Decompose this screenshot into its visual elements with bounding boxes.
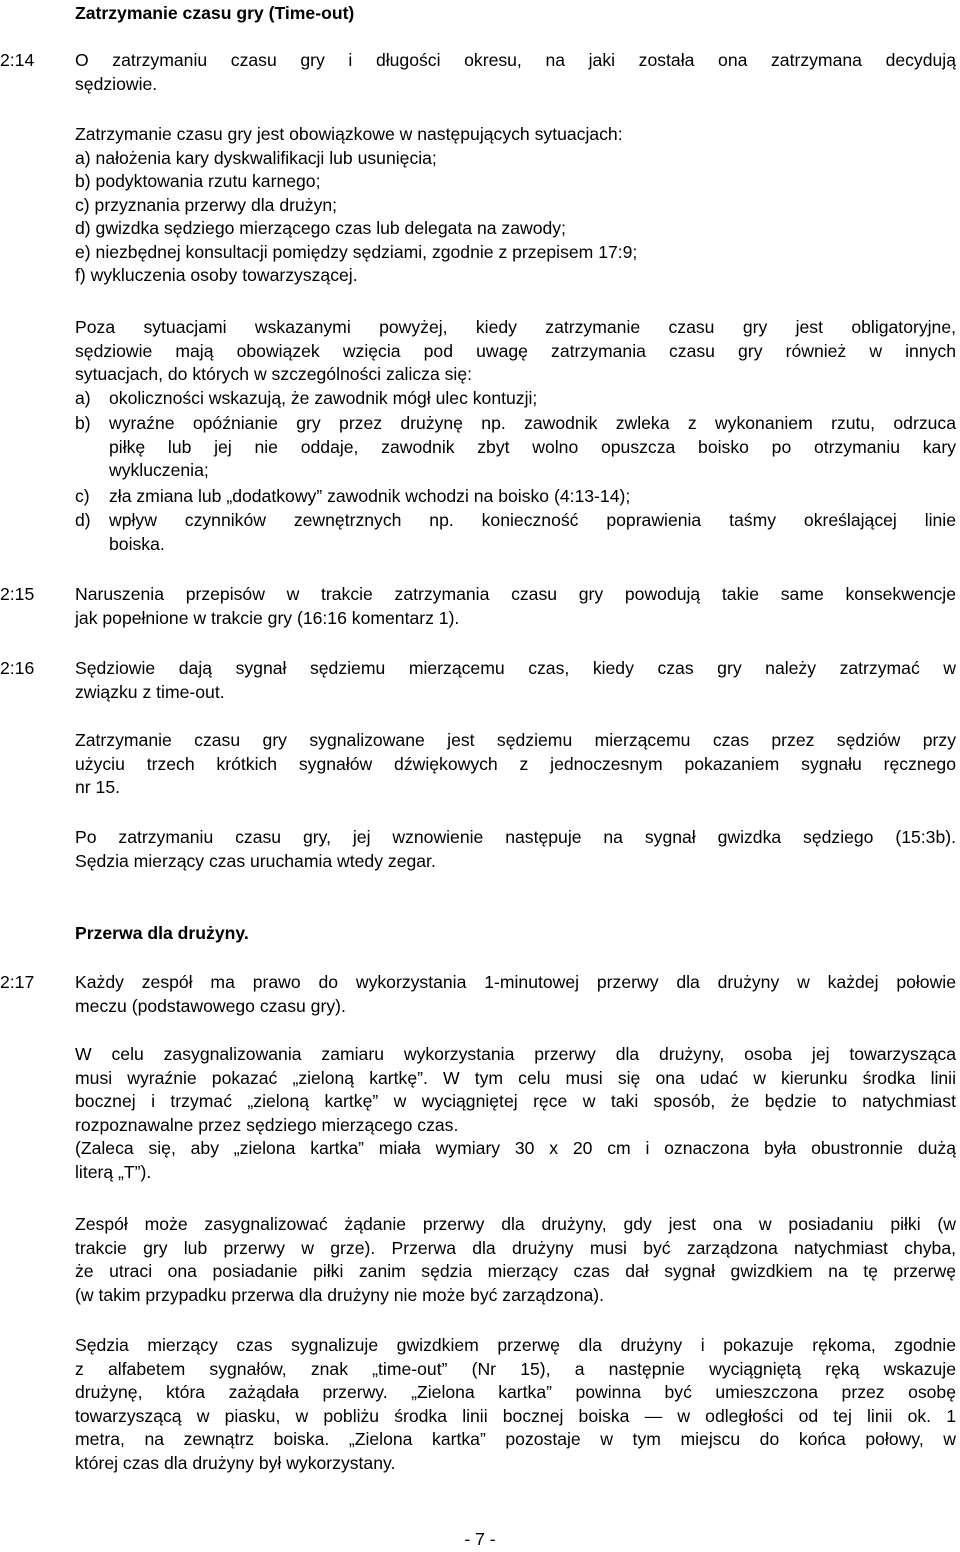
text-line: rozpoznawalne przez sędziego mierzącego czas. xyxy=(75,1114,459,1135)
section-heading-team-timeout: Przerwa dla drużyny. xyxy=(75,923,249,943)
list-label: c) xyxy=(75,486,90,506)
rule-2-16-paragraph-1 xyxy=(75,657,956,704)
text-line: bocznej i trzymać „zieloną kartkę” w wyciągniętej ręce w taki sposób, że będzie to natychmiast xyxy=(75,1091,956,1111)
text-line: sytuacjach, do których w szczególności zalicza się: xyxy=(75,364,473,384)
text-line: wyraźne opóźnianie gry przez drużynę np. zawodnik zwleka z wykonaniem rzutu, odrzuca xyxy=(109,413,956,433)
text-line: Zespół może zasygnalizować żądanie przerwy dla drużyny, gdy jest ona w posiadaniu piłki (w xyxy=(75,1214,956,1234)
text-line: sędziowie mają obowiązek wzięcia pod uwagę zatrzymania czasu gry również w innych xyxy=(75,340,956,361)
text-line: zła zmiana lub „dodatkowy” zawodnik wchodzi na boisko (4:13-14); xyxy=(109,486,631,506)
text-line: Zatrzymanie czasu gry sygnalizowane jest sędziemu mierzącemu czas przez sędziów przy xyxy=(75,730,956,750)
text-line: jak popełnione w trakcie gry (16:16 komentarz 1). xyxy=(75,607,460,628)
text-line: towarzyszącą w piasku, w pobliżu środka linii bocznej boiska — w odległości od tej linii ok. 1 xyxy=(75,1405,956,1426)
text-line: Poza sytuacjami wskazanymi powyżej, kiedy zatrzymanie czasu gry jest obligatoryjne, xyxy=(75,317,956,337)
list-text xyxy=(109,509,956,556)
rule-number-2-17: 2:17 xyxy=(0,972,35,992)
rule-number-2-15: 2:15 xyxy=(0,584,35,604)
rule-2-16-paragraph-3 xyxy=(75,826,956,873)
text-line: Po zatrzymaniu czasu gry, jej wznowienie następuje na sygnał gwizdka sędziego (15:3b). xyxy=(75,827,956,847)
text-line: musi wyraźnie pokazać „zieloną kartkę”. W tym celu musi się ona udać w kierunku środka linii xyxy=(75,1067,956,1088)
text-line: O zatrzymaniu czasu gry i długości okresu, na jaki została ona zatrzymana decydują xyxy=(75,50,956,70)
rule-2-14-paragraph-3 xyxy=(75,316,956,387)
rule-2-14-paragraph-1 xyxy=(75,49,956,96)
list-label: d) xyxy=(75,510,91,530)
text-line: z alfabetem sygnałów, znak „time-out” (Nr 15), a następnie wyciągniętą ręką wskazuje xyxy=(75,1358,956,1379)
rule-2-17-paragraph-3 xyxy=(75,1213,956,1307)
list-item: c) przyznania przerwy dla drużyn; xyxy=(75,194,338,215)
section-heading-timeout: Zatrzymanie czasu gry (Time-out) xyxy=(75,3,355,23)
rule-2-17-paragraph-2 xyxy=(75,1043,956,1184)
text-line: Naruszenia przepisów w trakcie zatrzymania czasu gry powodują takie same konsekwencje xyxy=(75,584,956,604)
list-text xyxy=(109,412,956,483)
rule-2-16-paragraph-2 xyxy=(75,729,956,800)
text-line: wykluczenia; xyxy=(109,460,209,480)
list-item: b) podyktowania rzutu karnego; xyxy=(75,171,321,191)
text-line: metra, na zewnątrz boiska. „Zielona kartka” pozostaje w tym miejscu do końca połowy, w xyxy=(75,1429,956,1449)
text-line: Sędzia mierzący czas uruchamia wtedy zegar. xyxy=(75,850,436,871)
page-number: - 7 - xyxy=(464,1529,496,1549)
rule-number-2-16: 2:16 xyxy=(0,658,35,678)
text-line: okoliczności wskazują, że zawodnik mógł ulec kontuzji; xyxy=(109,388,538,408)
list-item: f) wykluczenia osoby towarzyszącej. xyxy=(75,265,358,285)
list-item: a) nałożenia kary dyskwalifikacji lub usunięcia; xyxy=(75,147,437,168)
text-line: Zatrzymanie czasu gry jest obowiązkowe w następujących sytuacjach: xyxy=(75,124,623,144)
rule-2-17-paragraph-1 xyxy=(75,971,956,1018)
text-line: sędziowie. xyxy=(75,73,158,94)
text-line: W celu zasygnalizowania zamiaru wykorzystania przerwy dla drużyny, osoba jej towarzysząca xyxy=(75,1044,956,1064)
text-line: meczu (podstawowego czasu gry). xyxy=(75,995,346,1016)
rule-number-2-14: 2:14 xyxy=(0,50,35,70)
list-text xyxy=(109,485,956,509)
list-label: b) xyxy=(75,413,91,433)
text-line: Sędzia mierzący czas sygnalizuje gwizdkiem przerwę dla drużyny i pokazuje rękoma, zgodnie xyxy=(75,1335,956,1355)
rule-2-17-paragraph-4 xyxy=(75,1334,956,1475)
list-label: a) xyxy=(75,388,91,408)
text-line: trakcie gry lub przerwy w grze). Przerwa dla drużyny musi być zarządzona natychmiast chyba, xyxy=(75,1237,956,1258)
text-line: (w takim przypadku przerwa dla drużyny nie może być zarządzona). xyxy=(75,1284,605,1305)
text-line: której czas dla drużyny był wykorzystany. xyxy=(75,1452,396,1473)
text-line: Sędziowie dają sygnał sędziemu mierzącemu czas, kiedy czas gry należy zatrzymać w xyxy=(75,658,956,678)
text-line: związku z time-out. xyxy=(75,681,225,702)
text-line: boiska. xyxy=(109,533,165,554)
text-line: że utraci ona posiadanie piłki zanim sędzia mierzący czas dał sygnał gwizdkiem na tę przerwę xyxy=(75,1261,956,1281)
text-line: nr 15. xyxy=(75,777,120,797)
text-line: literą „T”). xyxy=(75,1161,152,1182)
text-line: użyciu trzech krótkich sygnałów dźwiękowych z jednoczesnym pokazaniem sygnału ręcznego xyxy=(75,753,956,774)
text-line: wpływ czynników zewnętrznych np. konieczność poprawienia taśmy określającej linie xyxy=(109,510,956,530)
text-line: drużynę, która zażądała przerwy. „Zielona kartka” powinna być umieszczona przez osobę xyxy=(75,1382,956,1402)
text-line: piłkę lub jej nie oddaje, zawodnik zbyt wolno opuszcza boisko po otrzymaniu kary xyxy=(109,436,956,457)
text-line: Każdy zespół ma prawo do wykorzystania 1-minutowej przerwy dla drużyny w każdej połowie xyxy=(75,972,956,992)
rule-2-15-paragraph xyxy=(75,583,956,630)
list-item: d) gwizdka sędziego mierzącego czas lub delegata na zawody; xyxy=(75,218,566,238)
text-line: (Zaleca się, aby „zielona kartka” miała wymiary 30 x 20 cm i oznaczona była obustronnie dużą xyxy=(75,1138,956,1158)
list-text xyxy=(109,387,956,411)
list-item: e) niezbędnej konsultacji pomiędzy sędziami, zgodnie z przepisem 17:9; xyxy=(75,241,638,262)
rule-2-14-paragraph-2 xyxy=(75,123,956,288)
